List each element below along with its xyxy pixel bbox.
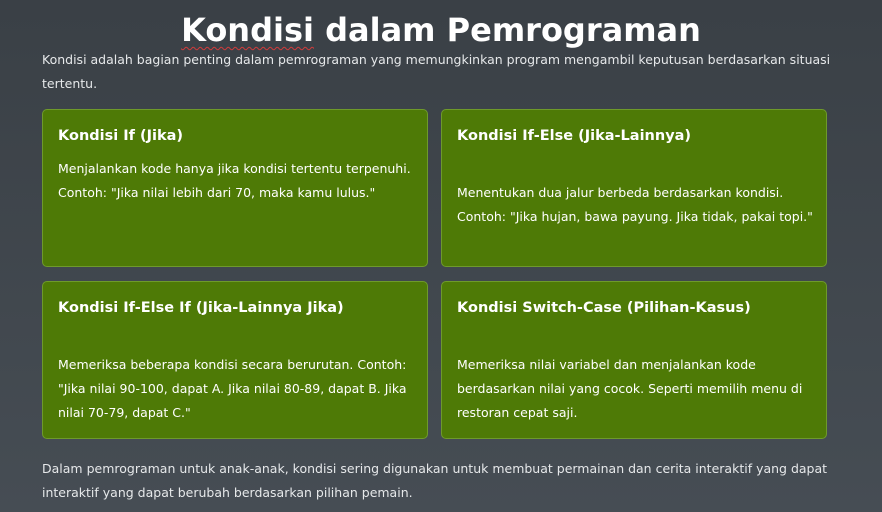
page-title	[0, 10, 882, 50]
card-title: Kondisi If (Jika)	[58, 128, 184, 144]
card-body: Menjalankan kode hanya jika kondisi tertentu terpenuhi. Contoh: "Jika nilai lebih dari 70, maka kamu lulus."	[58, 161, 411, 200]
card-if-else	[441, 109, 827, 267]
card-if	[42, 109, 428, 267]
intro-paragraph: Kondisi adalah bagian penting dalam pemrograman yang memungkinkan program mengambil keputusan berdasarkan situasi tertentu.	[42, 52, 831, 91]
card-body: Menentukan dua jalur berbeda berdasarkan kondisi. Contoh: "Jika hujan, bawa payung. Jika tidak, pakai topi."	[457, 185, 813, 224]
card-title: Kondisi If-Else If (Jika-Lainnya Jika)	[58, 300, 344, 316]
card-switch-case	[441, 281, 827, 439]
card-if-else-if	[42, 281, 428, 439]
card-body: Memeriksa beberapa kondisi secara berurutan. Contoh: "Jika nilai 90-100, dapat A. Jika nilai 80-89, dapat B. Jika nilai 70-79, dapat C."	[58, 357, 407, 420]
title-word-kondisi: Kondisi	[181, 11, 314, 49]
outro-paragraph: Dalam pemrograman untuk anak-anak, kondisi sering digunakan untuk membuat permainan dan cerita interaktif yang dapat interaktif yang dapat berubah berdasarkan pilihan pemain.	[42, 461, 828, 500]
title-rest: dalam Pemrograman	[313, 11, 701, 49]
card-title: Kondisi Switch-Case (Pilihan-Kasus)	[457, 300, 751, 316]
card-title: Kondisi If-Else (Jika-Lainnya)	[457, 128, 692, 144]
card-body: Memeriksa nilai variabel dan menjalankan kode berdasarkan nilai yang cocok. Seperti memilih menu di restoran cepat saji.	[457, 357, 803, 420]
